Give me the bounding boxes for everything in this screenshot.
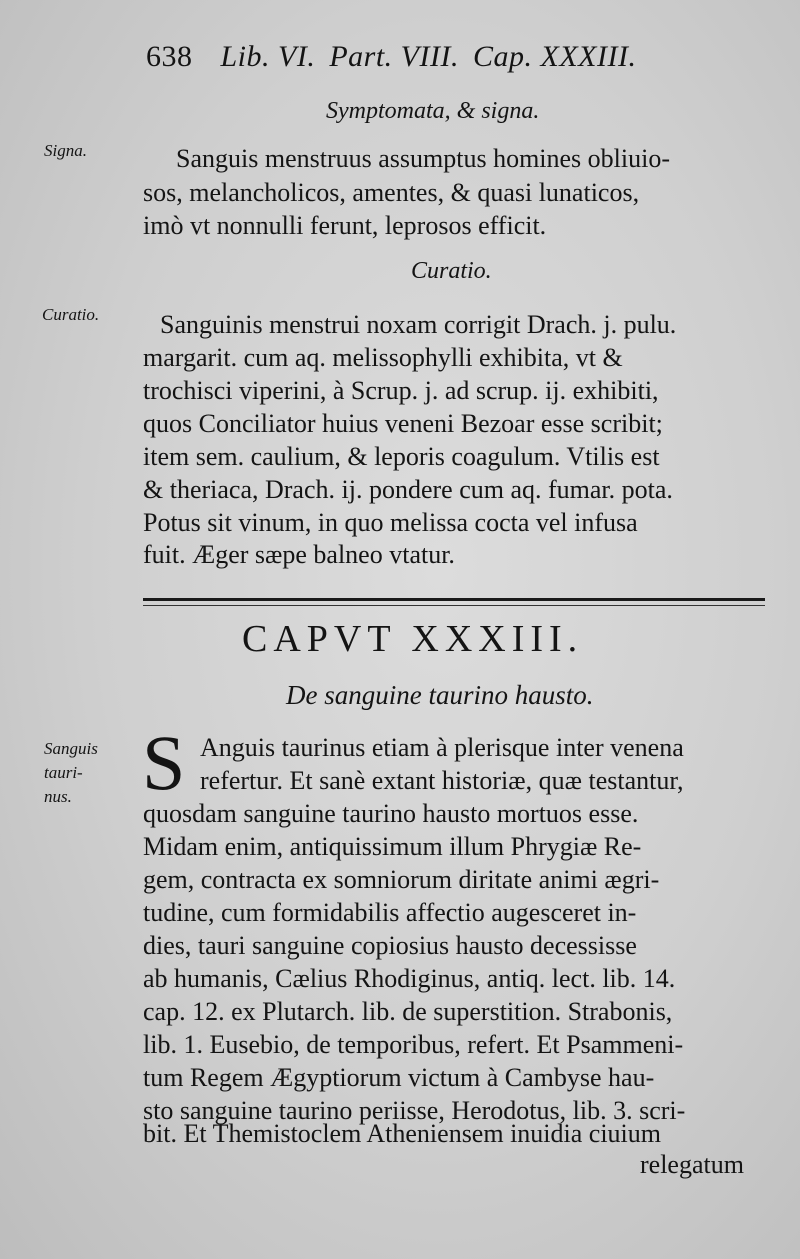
header-book: Lib. VI. <box>220 40 316 73</box>
text-line: & theriaca, Drach. ij. pondere cum aq. fumar. pota. <box>143 475 673 504</box>
margin-note-sanguis: Sanguis <box>44 739 98 758</box>
catchword: relegatum <box>640 1150 744 1179</box>
chapter-rule <box>143 598 765 601</box>
text-line: dies, tauri sanguine copiosius hausto decessisse <box>143 931 637 960</box>
text-line: sos, melancholicos, amentes, & quasi lunaticos, <box>143 178 640 207</box>
text-line: tudine, cum formidabilis affectio augesceret in- <box>143 898 637 927</box>
text-line: fuit. Æger sæpe balneo vtatur. <box>143 540 455 569</box>
text-line: margarit. cum aq. melissophylli exhibita, vt & <box>143 343 623 372</box>
text-line: quosdam sanguine taurino hausto mortuos esse. <box>143 799 639 828</box>
section-heading-symptomata: Symptomata, & signa. <box>326 98 540 124</box>
text-line: trochisci viperini, à Scrup. j. ad scrup. ij. exhibiti, <box>143 376 659 405</box>
margin-note-tauri: tauri- <box>44 763 83 782</box>
margin-note-signa: Signa. <box>44 141 87 160</box>
running-header <box>146 40 636 74</box>
text-line: gem, contracta ex somniorum diritate animi ægri- <box>143 865 660 894</box>
margin-note-nus: nus. <box>44 787 72 806</box>
header-part: Part. VIII. <box>329 40 459 73</box>
text-line: lib. 1. Eusebio, de temporibus, refert. Et Psammeni- <box>143 1030 684 1059</box>
text-line: Potus sit vinum, in quo melissa cocta vel infusa <box>143 508 638 537</box>
chapter-title: CAPVT XXXIII. <box>242 618 584 660</box>
chapter-rule-thin <box>143 605 765 606</box>
text-line: refertur. Et sanè extant historiæ, quæ testantur, <box>200 766 684 795</box>
header-chapter: Cap. XXXIII. <box>472 40 637 73</box>
text-line: quos Conciliator huius veneni Bezoar esse scribit; <box>143 409 663 438</box>
text-line: Sanguis menstruus assumptus homines obliuio- <box>176 144 670 173</box>
text-line: Midam enim, antiquissimum illum Phrygiæ Re- <box>143 832 642 861</box>
drop-cap: S <box>142 719 186 806</box>
chapter-subtitle: De sanguine taurino hausto. <box>286 680 594 710</box>
text-line: bit. Et Themistoclem Atheniensem inuidia ciuium <box>143 1119 661 1148</box>
text-line: sto sanguine taurino periisse, Herodotus, lib. 3. scri- <box>143 1096 686 1125</box>
text-line: ab humanis, Cælius Rhodiginus, antiq. lect. lib. 14. <box>143 964 676 993</box>
text-line: Anguis taurinus etiam à plerisque inter venena <box>200 733 684 762</box>
text-line: cap. 12. ex Plutarch. lib. de superstition. Strabonis, <box>143 997 673 1026</box>
text-line: item sem. caulium, & leporis coagulum. Vtilis est <box>143 442 660 471</box>
section-heading-curatio: Curatio. <box>411 258 492 284</box>
page-number: 638 <box>146 40 193 73</box>
text-line: tum Regem Ægyptiorum victum à Cambyse hau- <box>143 1063 655 1092</box>
text-line: imò vt nonnulli ferunt, leprosos efficit. <box>143 211 547 240</box>
margin-note-curatio: Curatio. <box>42 305 100 324</box>
text-line: Sanguinis menstrui noxam corrigit Drach. j. pulu. <box>160 310 677 339</box>
